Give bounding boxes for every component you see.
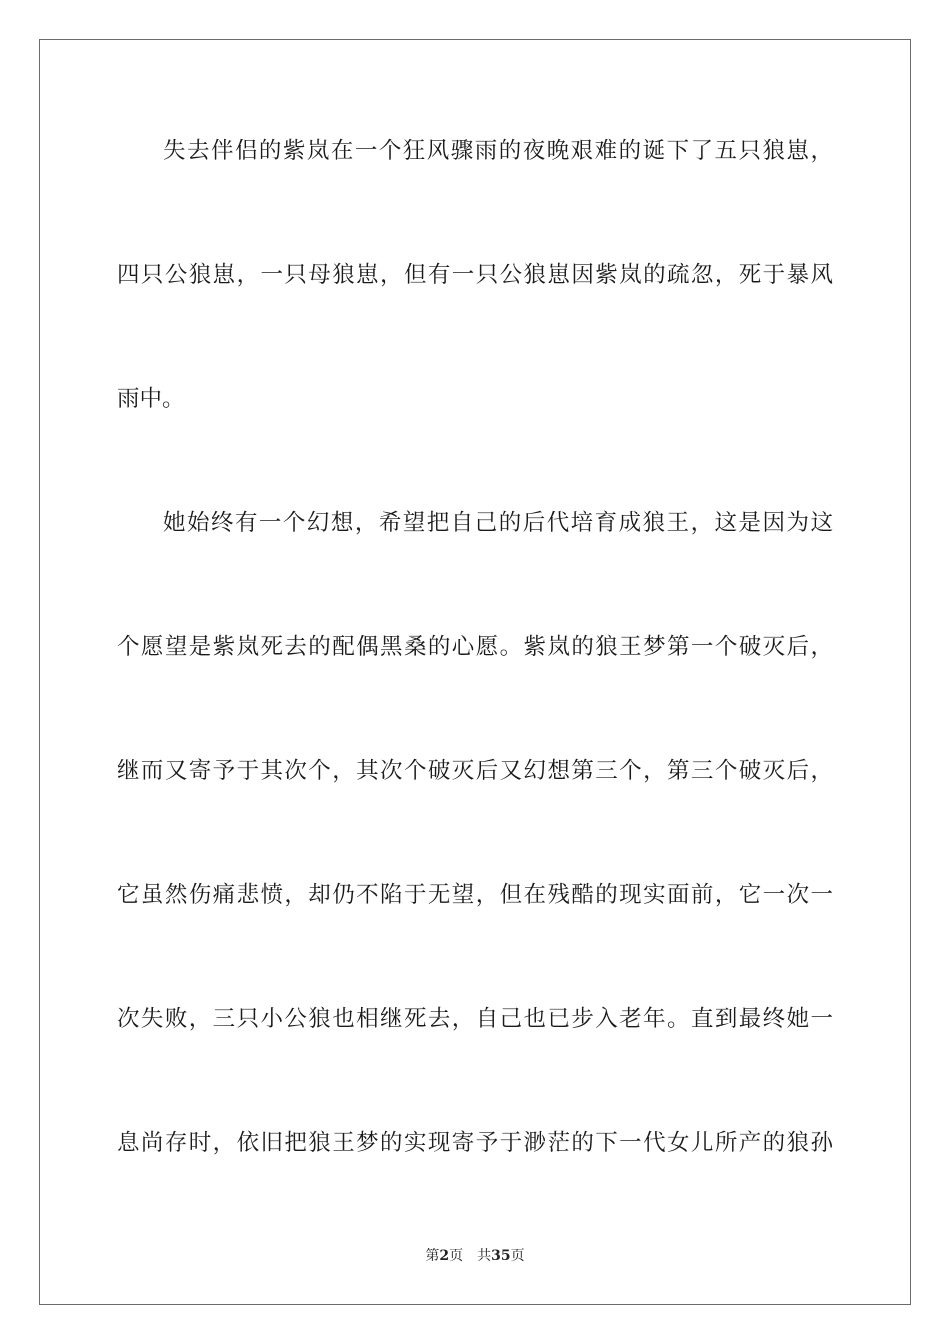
paragraph-2-line-5: 次失败，三只小公狼也相继死去，自己也已步入老年。直到最终她一 <box>117 1006 833 1032</box>
total-suffix: 页 <box>510 1248 525 1264</box>
paragraph-1-line-3: 雨中。 <box>117 386 185 412</box>
paragraph-2-line-6: 息尚存时，依旧把狼王梦的实现寄予于渺茫的下一代女儿所产的狼孙 <box>117 1130 833 1156</box>
paragraph-2-line-1: 她始终有一个幻想，希望把自己的后代培育成狼王，这是因为这 <box>163 510 833 536</box>
page-border <box>39 39 911 1305</box>
page-suffix: 页 <box>449 1248 464 1264</box>
paragraph-2-line-2: 个愿望是紫岚死去的配偶黑桑的心愿。紫岚的狼王梦第一个破灭后， <box>117 634 833 660</box>
page-footer <box>0 1246 950 1266</box>
total-prefix: 共 <box>477 1248 492 1264</box>
page-prefix: 第 <box>425 1248 440 1264</box>
page-number: 2 <box>439 1248 450 1264</box>
total-pages: 35 <box>491 1248 511 1264</box>
paragraph-1-line-2: 四只公狼崽，一只母狼崽，但有一只公狼崽因紫岚的疏忽，死于暴风 <box>117 262 833 288</box>
paragraph-2-line-4: 它虽然伤痛悲愤，却仍不陷于无望，但在残酷的现实面前，它一次一 <box>117 882 833 908</box>
paragraph-2-line-3: 继而又寄予于其次个，其次个破灭后又幻想第三个，第三个破灭后， <box>117 758 833 784</box>
paragraph-1-line-1: 失去伴侣的紫岚在一个狂风骤雨的夜晚艰难的诞下了五只狼崽， <box>163 138 833 164</box>
